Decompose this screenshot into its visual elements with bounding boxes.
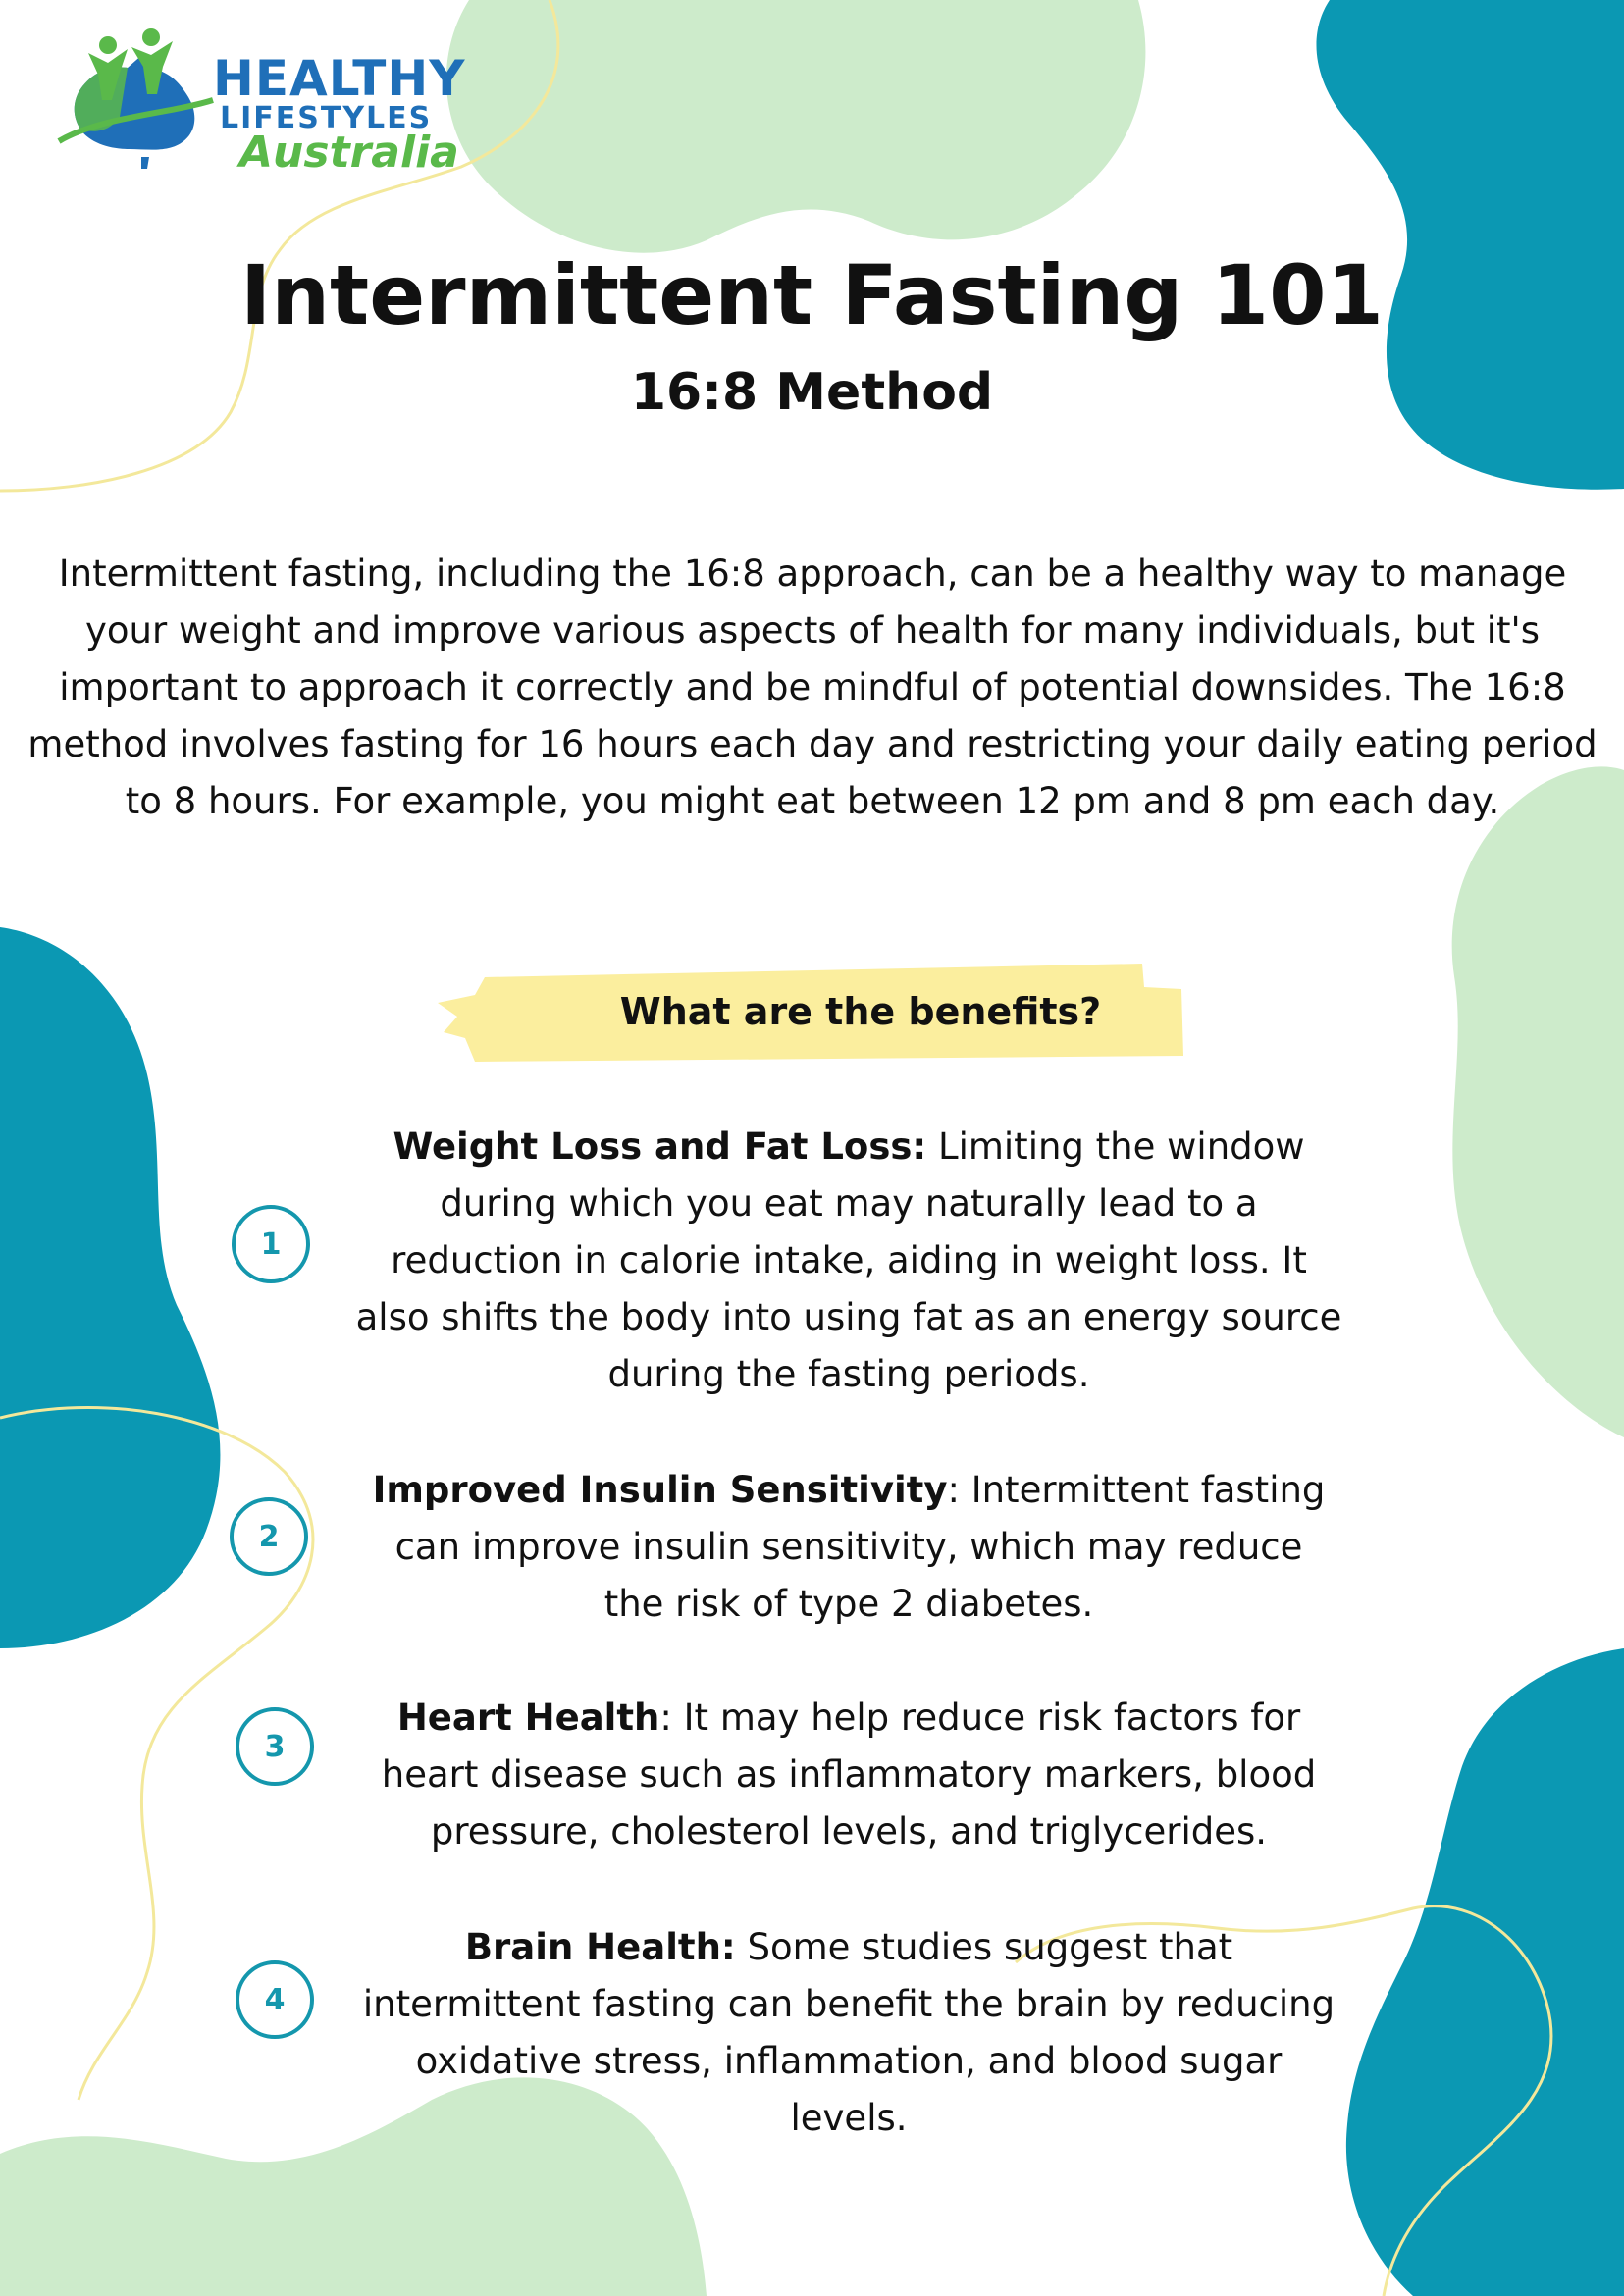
benefit-title: Brain Health:	[464, 1926, 736, 1968]
benefits-heading-highlight	[436, 960, 1187, 1064]
benefit-number-badge: 1	[232, 1205, 310, 1283]
teal-blob-bottom-right	[1346, 1648, 1624, 2296]
benefit-text	[353, 1119, 1344, 1403]
teal-blob-left	[0, 927, 220, 1648]
benefit-description: : It may help reduce risk factors for heart disease such as inflammatory markers, blood pressure, cholesterol levels, and triglycerides.	[381, 1696, 1317, 1852]
benefit-number-badge: 3	[236, 1707, 314, 1786]
mint-blob-top	[446, 0, 1146, 253]
benefit-text	[353, 1690, 1344, 1860]
benefit-number-badge: 2	[230, 1497, 308, 1576]
logo-wordmark-healthy: HEALTHY	[213, 50, 466, 107]
brand-logo	[51, 24, 466, 181]
benefit-title: Improved Insulin Sensitivity	[372, 1469, 948, 1511]
australia-map-logo-icon	[51, 24, 218, 181]
intro-paragraph: Intermittent fasting, including the 16:8 approach, can be a healthy way to manage your weight and improve various aspects of health for many individuals, but it's important to approach it correctly and be mindful of potential downsides. The 16:8 method involves fasting for 16 hours each day and restricting your daily eating period to 8 hours. For example, you might eat between 12 pm and 8 pm each day.	[27, 552, 1598, 822]
benefit-title: Weight Loss and Fat Loss:	[393, 1125, 927, 1168]
benefit-text	[363, 1462, 1335, 1633]
benefits-heading: What are the benefits?	[619, 990, 1102, 1033]
benefit-number-badge: 4	[236, 1960, 314, 2039]
mint-blob-right	[1452, 766, 1624, 1437]
page-title: Intermittent Fasting 101	[239, 247, 1384, 343]
benefit-title: Heart Health	[396, 1696, 660, 1739]
benefit-description: : Intermittent fasting can improve insulin sensitivity, which may reduce the risk of type 2 diabetes.	[394, 1469, 1326, 1625]
logo-wordmark-lifestyles: LIFESTYLES	[220, 101, 433, 135]
page-subtitle: 16:8 Method	[630, 363, 994, 422]
benefit-description: Limiting the window during which you eat may naturally lead to a reduction in calorie intake, aiding in weight loss. It also shifts the body into using fat as an energy source during the fasting periods.	[355, 1125, 1342, 1395]
benefit-description: Some studies suggest that intermittent fasting can benefit the brain by reducing oxidative stress, inflammation, and blood sugar levels.	[362, 1926, 1336, 2139]
logo-wordmark-australia: Australia	[239, 128, 459, 178]
benefit-text	[353, 1919, 1344, 2147]
